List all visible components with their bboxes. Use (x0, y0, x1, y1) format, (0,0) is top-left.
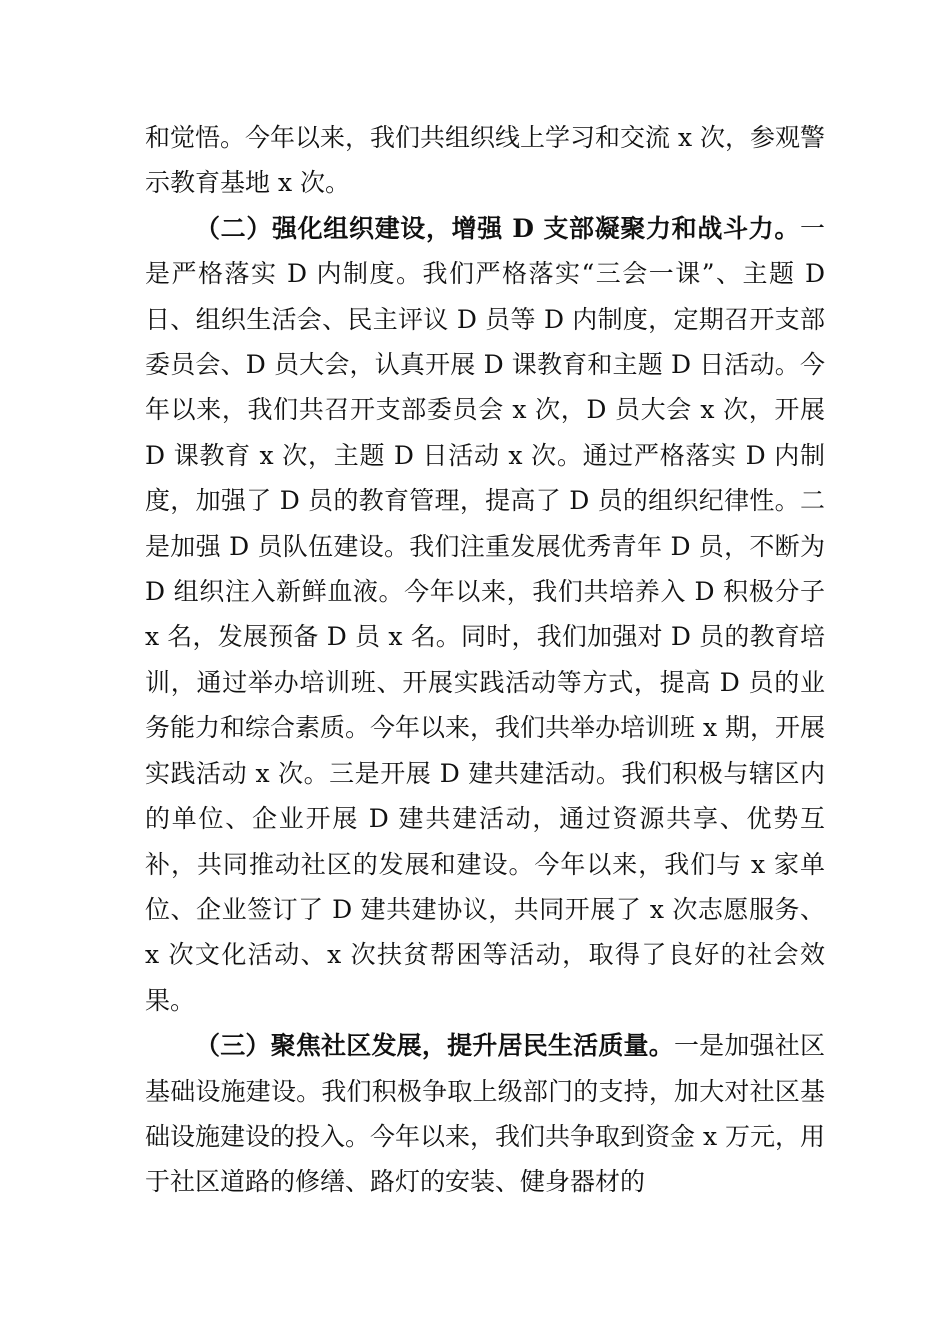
paragraph-community-development (145, 1023, 825, 1205)
paragraph-text: 一是严格落实 D 内制度。我们严格落实“三会一课”、主题 D 日、组织生活会、民主评议 D 员等 D 内制度，定期召开支部委员会、D 员大会，认真开展 D 课教育和主题 D 日活动。今年以来，我们共召开支部委员会 x 次，D 员大会 x 次，开展 D 课教育 x 次，主题 D 日活动 x 次。通过严格落实 D 内制度，加强了 D 员的教育管理，提高了 D 员的组织纪律性。二是加强 D 员队伍建设。我们注重发展优秀青年 D 员，不断为 D 组织注入新鲜血液。今年以来，我们共培养入 D 积极分子 x 名，发展预备 D 员 x 名。同时，我们加强对 D 员的教育培训，通过举办培训班、开展实践活动等方式，提高 D 员的业务能力和综合素质。今年以来，我们共举办培训班 x 期，开展实践活动 x 次。三是开展 D 建共建活动。我们积极与辖区内的单位、企业开展 D 建共建活动，通过资源共享、优势互补，共同推动社区的发展和建设。今年以来，我们与 x 家单位、企业签订了 D 建共建协议，共同开展了 x 次志愿服务、x 次文化活动、x 次扶贫帮困等活动，取得了良好的社会效果。 (145, 213, 825, 1015)
paragraph-continuation (145, 115, 825, 206)
section-heading: （三）聚焦社区发展，提升居民生活质量。 (195, 1031, 674, 1061)
paragraph-text: 一是加强社区基础设施建设。我们积极争取上级部门的支持，加大对社区基础设施建设的投入。今年以来，我们共争取到资金 x 万元，用于社区道路的修缮、路灯的安装、健身器材的 (145, 1031, 825, 1197)
paragraph-organization-building (145, 206, 825, 1023)
section-heading: （二）强化组织建设，增强 D 支部凝聚力和战斗力。 (195, 213, 800, 243)
document-body (145, 115, 825, 1205)
paragraph-text: 和觉悟。今年以来，我们共组织线上学习和交流 x 次，参观警示教育基地 x 次。 (145, 123, 825, 198)
